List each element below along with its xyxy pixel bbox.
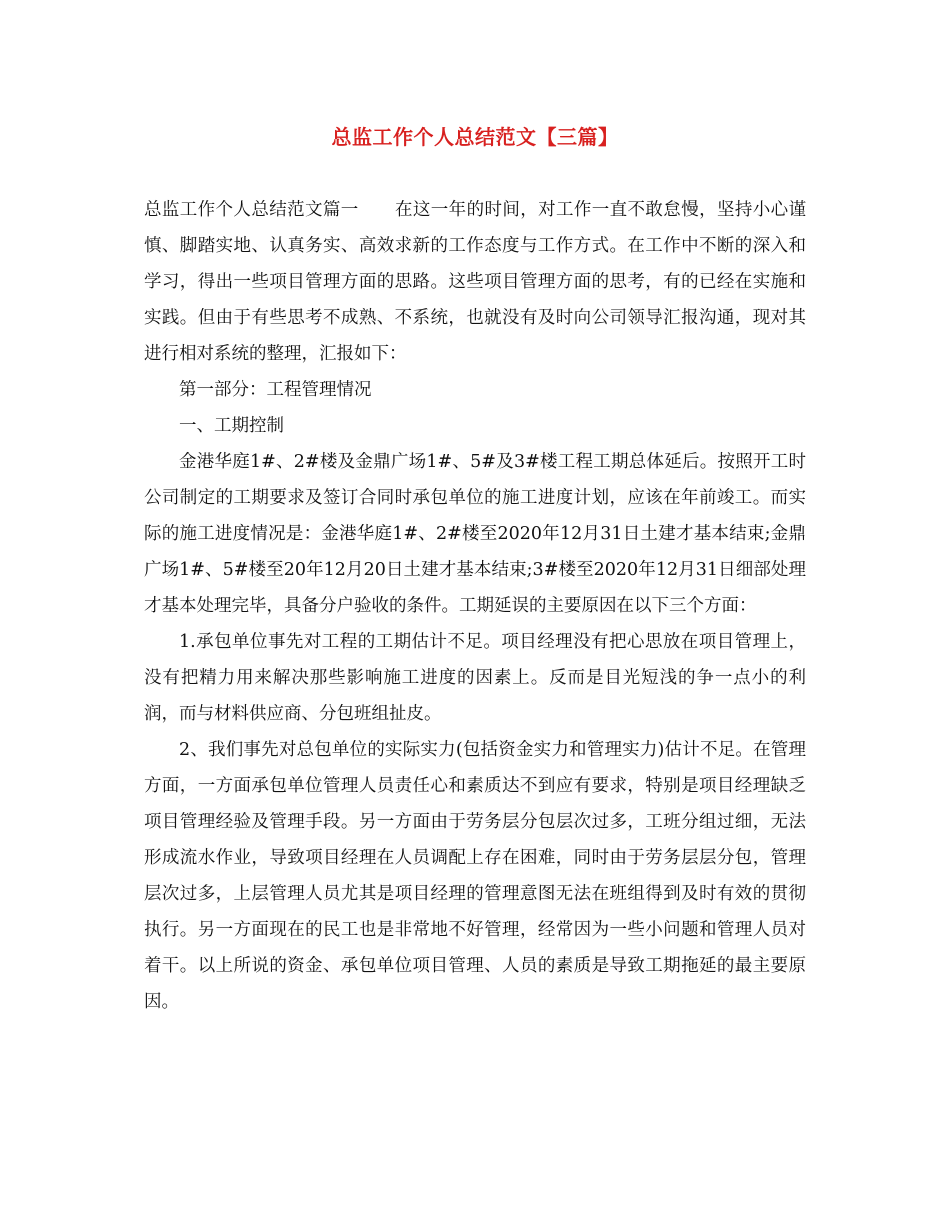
section-heading: 第一部分：工程管理情况: [179, 380, 372, 400]
body-paragraph: 1.承包单位事先对工程的工期估计不足。项目经理没有把心思放在项目管理上，没有把精力用来解决那些影响施工进度的因素上。反而是目光短浅的争一点小的利润，而与材料供应商、分包班组扯皮。: [144, 632, 806, 724]
body-paragraph: 金港华庭1#、2#楼及金鼎广场1#、5#及3#楼工程工期总体延后。按照开工时公司制定的工期要求及签订合同时承包单位的施工进度计划，应该在年前竣工。而实际的施工进度情况是：金港华庭1#、2#楼至2020年12月31日土建才基本结束;金鼎广场1#、5#楼至20年12月20日土建才基本结束;3#楼至2020年12月31日细部处理才基本处理完毕，具备分户验收的条件。工期延误的主要原因在以下三个方面：: [144, 452, 806, 616]
document-body: [144, 192, 806, 1020]
intro-paragraph: [144, 192, 806, 372]
subsection-heading: 一、工期控制: [179, 416, 284, 436]
body-paragraph: 2、我们事先对总包单位的实际实力(包括资金实力和管理实力)估计不足。在管理方面，一方面承包单位管理人员责任心和素质达不到应有要求，特别是项目经理缺乏项目管理经验及管理手段。另一方面由于劳务层分包层次过多，工班分组过细，无法形成流水作业，导致项目经理在人员调配上存在困难，同时由于劳务层层分包，管理层次过多，上层管理人员尤其是项目经理的管理意图无法在班组得到及时有效的贯彻执行。另一方面现在的民工也是非常地不好管理，经常因为一些小问题和管理人员对着干。以上所说的资金、承包单位项目管理、人员的素质是导致工期拖延的最主要原因。: [144, 740, 806, 1012]
document-title: 总监工作个人总结范文【三篇】: [331, 125, 619, 149]
intro-text: 在这一年的时间，对工作一直不敢怠慢，坚持小心谨慎、脚踏实地、认真务实、高效求新的工作态度与工作方式。在工作中不断的深入和学习，得出一些项目管理方面的思路。这些项目管理方面的思考，有的已经在实施和实践。但由于有些思考不成熟、不系统，也就没有及时向公司领导汇报沟通，现对其进行相对系统的整理，汇报如下：: [144, 200, 807, 364]
intro-heading: 总监工作个人总结范文篇一: [144, 200, 359, 220]
